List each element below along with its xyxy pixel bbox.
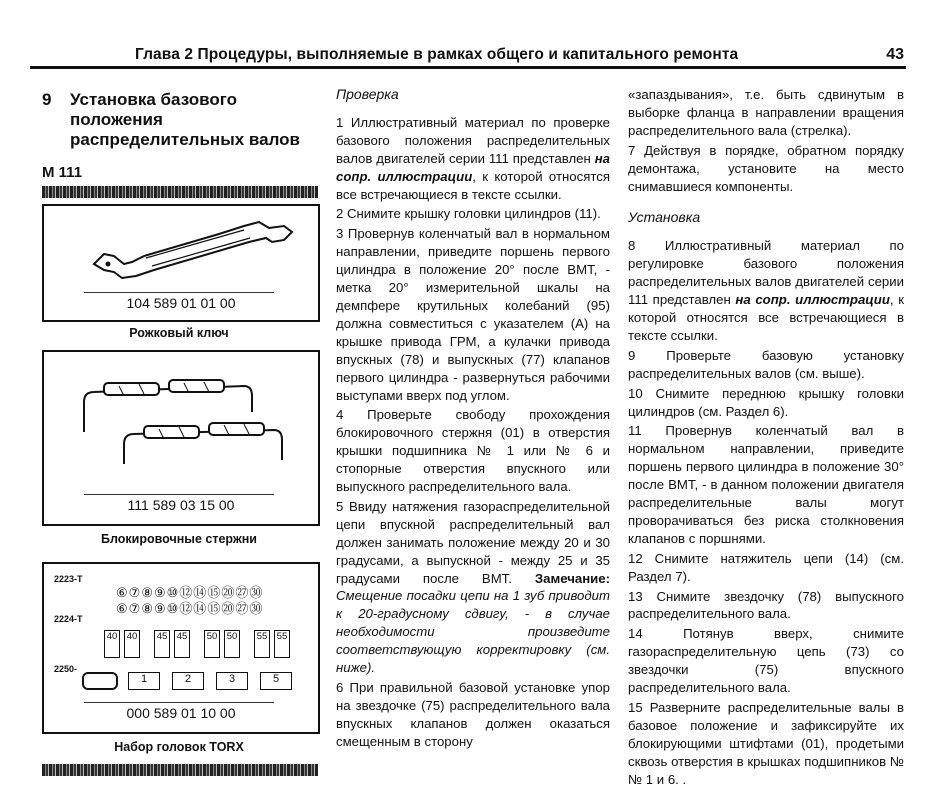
para-9: 9 Проверьте базовую установку распределительных валов (см. выше). [628, 347, 904, 381]
para-8-tail: , к которой относятся все встречающиеся в тексте ссылки. [628, 292, 904, 343]
heading-check: Проверка [336, 86, 399, 102]
para-5-text: 5 Ввиду натяжения газораспределительной цепи впускной распределительный вал должен занимать положение между 20 и 30 градусами, а выпускной - между 25 и 35 градусами после ВМТ. [336, 498, 610, 586]
para-10: 10 Снимите переднюю крышку головки цилиндров (см. Раздел 6). [628, 385, 904, 419]
torx-bit-7b: ⑦ [128, 601, 142, 616]
torx-row-3 [82, 672, 292, 690]
para-13: 13 Снимите звездочку (78) выпускного распределительного вала. [628, 588, 904, 622]
para-14: 14 Потянув вверх, снимите газораспределительную цепь (73) со звездочки (75) впускного распределительного вала. [628, 626, 904, 696]
torx-bit-20: ⑳ [221, 585, 236, 600]
para-8-text: 8 Иллюстративный материал по регулировке базового положения распределительных валов двигателей серии 111 представлен [628, 238, 904, 308]
open-end-wrench-image [44, 206, 318, 286]
torx-socket-40a: 40 [104, 630, 120, 658]
figure-torx-part-number: 000 589 01 10 00 [126, 705, 236, 721]
torx-bit-7: ⑦ [128, 585, 142, 600]
torx-bit-9b: ⑨ [153, 601, 167, 616]
para-1-text: 1 Иллюстративный материал по проверке базового положения распределительных валов двигателей серии 111 представлен [336, 114, 610, 166]
figure-wrench-caption: Рожковый ключ [129, 326, 229, 340]
torx-socket-55b: 55 [274, 630, 290, 658]
torx-socket-45a: 45 [154, 630, 170, 658]
torx-socket-55a: 55 [254, 630, 270, 658]
para-5 [336, 498, 610, 677]
para-15: 15 Разверните распределительные валы в базовое положение и зафиксируйте их блокирующими штифтами (01), продетыми сквозь отверстия в крышках подшипников №№ 1 и 6. . [628, 700, 904, 787]
torx-bit-14b: ⑭ [193, 601, 208, 616]
torx-bit-8: ⑧ [141, 585, 154, 600]
para-6: 6 При правильной базовой установке упор на звездочке (75) распределительного вала впускных клапанов должен оказаться смещенным в сторону [336, 680, 610, 749]
engine-model: M 111 [42, 164, 83, 181]
para-1 [336, 114, 610, 204]
torx-socket-40b: 40 [124, 630, 140, 658]
para-8 [628, 237, 904, 344]
figure-torx-rule [84, 702, 274, 703]
torx-bit-27: ㉗ [235, 585, 250, 600]
para-12: 12 Снимите натяжитель цепи (14) (см. Раздел 7). [628, 550, 904, 584]
hatch-bar-bottom [42, 764, 318, 776]
para-2: 2 Снимите крышку головки цилиндров (11). [336, 206, 601, 222]
torx-bit-8b: ⑧ [141, 601, 154, 616]
para-5-note: Смещение посадки цепи на 1 зуб приводит к 20-градусному сдвигу, - в случае необходимости произведите соответствующую корректировку (см. ниже). [336, 588, 610, 676]
torx-bit-14: ⑭ [193, 585, 208, 600]
torx-adapter-icon [82, 672, 118, 690]
torx-adapter-1: 1 [128, 672, 160, 690]
torx-bit-10: ⑩ [166, 585, 180, 600]
figure-torx-caption: Набор головок TORX [114, 740, 244, 754]
figure-torx-panel [42, 562, 320, 734]
torx-label-2250: 2250- [54, 664, 78, 674]
torx-bit-20b: ⑳ [221, 601, 236, 616]
page-header [30, 44, 906, 69]
figure-wrench-rule [84, 292, 274, 293]
torx-socket-50a: 50 [204, 630, 220, 658]
section-title-line3: распределительных валов [70, 130, 300, 149]
para-11: 11 Провернув коленчатый вал в нормальном направлении, приведите поршень первого цилиндра в положение 30° после ВМТ, - в данном положении двигателя распределительные валы могут проворачиваться без риска столкновения клапанов с поршнями. [628, 423, 904, 546]
heading-install: Установка [628, 209, 701, 226]
right-column [628, 86, 904, 791]
torx-adapter-2: 2 [172, 672, 204, 690]
torx-bit-10b: ⑩ [166, 601, 180, 616]
torx-adapter-5: 5 [260, 672, 292, 690]
page-number: 43 [886, 46, 904, 63]
para-8-ref: на сопр. иллюстрации [735, 292, 890, 308]
hatch-bar-top [42, 186, 318, 198]
para-7: 7 Действуя в порядке, обратном порядку демонтажа, установите на место снимавшиеся компоненты. [628, 142, 904, 194]
figure-pins-caption: Блокировочные стержни [101, 532, 257, 546]
torx-bit-27b: ㉗ [235, 601, 250, 616]
torx-row-2 [104, 630, 290, 658]
para-6-cont: «запаздывания», т.е. быть сдвинутым в выборке фланца в направлении вращения распределительного вала (стрелка). [628, 87, 904, 138]
section-title-line1: Установка базового [70, 90, 237, 109]
torx-adapter-3: 3 [216, 672, 248, 690]
section-number: 9 [42, 90, 52, 109]
torx-bit-30b: ㉚ [249, 601, 264, 616]
torx-label-2223: 2223-T [54, 574, 83, 584]
torx-bit-6: ⑥ [116, 585, 129, 600]
figure-pins-panel [42, 350, 320, 526]
figure-pins-part-number: 111 589 03 15 00 [127, 497, 235, 513]
torx-bit-6b: ⑥ [116, 601, 129, 616]
torx-bit-12b: ⑫ [179, 601, 194, 616]
torx-bit-30: ㉚ [249, 585, 264, 600]
torx-label-2224: 2224-T [54, 614, 83, 624]
section-title [42, 90, 300, 150]
torx-row-1b [116, 598, 263, 617]
para-3: 3 Провернув коленчатый вал в нормальном направлении, приведите поршень первого цилиндра в положение 20° после ВМТ, - метка 20° измерительной шкалы на демпфере крутильных колебаний (95) должна совместиться с указателем (А) на крышке привода ГРМ, а кулачки привода впускных (78) и выпускных (77) клапанов первого цилиндра - развернуться рабочими выступами вверх под углом. [336, 226, 610, 403]
para-1-tail: , к которой относятся все встречающиеся в тексте ссылки. [336, 168, 610, 202]
para-1-ref: на сопр. иллюстрации [336, 150, 610, 184]
para-4: 4 Проверьте свободу прохождения блокировочного стержня (01) в отверстия крышки подшипника № 1 или № 6 и стопорные отверстия впускного или выпускного распределительного вала. [336, 407, 610, 495]
torx-socket-50b: 50 [224, 630, 240, 658]
middle-column [336, 86, 610, 753]
torx-bit-15: ⑮ [207, 585, 222, 600]
torx-bit-12: ⑫ [179, 585, 194, 600]
figure-wrench-part-number: 104 589 01 01 00 [126, 295, 236, 311]
para-5-note-label: Замечание: [534, 570, 610, 586]
figure-pins-rule [84, 494, 274, 495]
section-title-line2: положения [70, 110, 163, 129]
torx-socket-45b: 45 [174, 630, 190, 658]
locking-pins-image [44, 352, 318, 492]
torx-bit-15b: ⑮ [207, 601, 222, 616]
chapter-title: Глава 2 Процедуры, выполняемые в рамках общего и капитального ремонта [135, 46, 739, 63]
figure-wrench-panel [42, 204, 320, 322]
torx-bit-9: ⑨ [153, 585, 167, 600]
